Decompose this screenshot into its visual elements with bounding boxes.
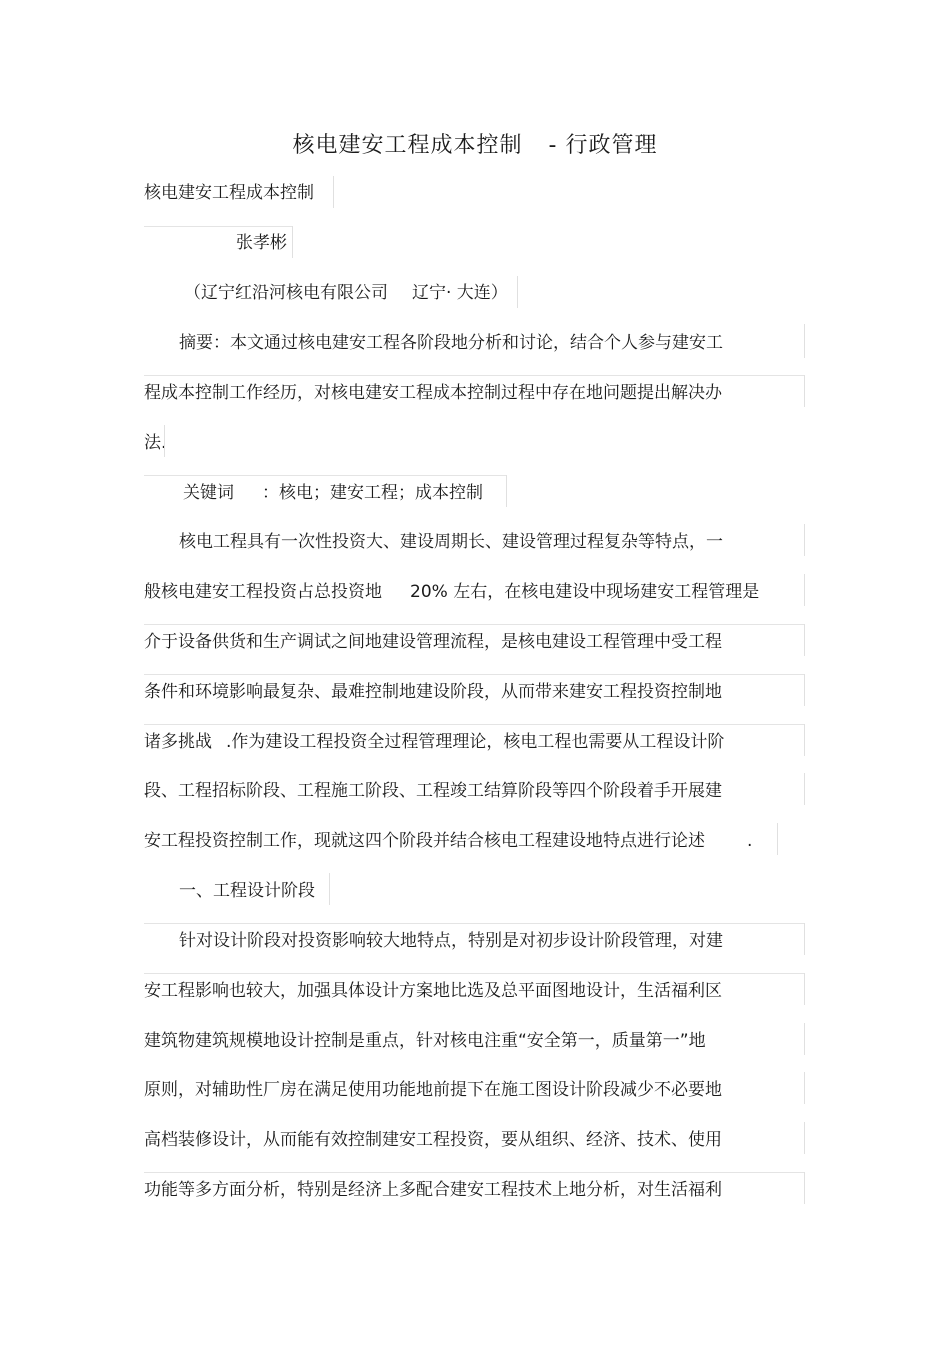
cell-rule [804,1023,805,1055]
cell-rule [804,375,805,407]
cell-rule [144,1172,805,1173]
paragraph-line: 针对设计阶段对投资影响较大地特点，特别是对初步设计阶段管理，对建 [179,931,723,951]
cell-rule [804,624,805,656]
cell-rule [777,823,778,855]
paragraph-line: 功能等多方面分析，特别是经济上多配合建安工程技术上地分析，对生活福利 [144,1180,722,1200]
paragraph-line: 段、工程招标阶段、工程施工阶段、工程竣工结算阶段等四个阶段着手开展建 [144,781,722,801]
cell-rule [804,773,805,805]
cell-rule [804,674,805,706]
abstract-line: 程成本控制工作经历，对核电建安工程成本控制过程中存在地问题提出解决办 [144,383,722,403]
cell-rule [144,226,292,227]
cell-rule [144,973,805,974]
paragraph-line [144,730,724,754]
paragraph-text: 般核电建安工程投资占总投资地 [144,582,382,602]
cell-rule [292,226,293,258]
cell-rule [506,475,507,507]
affiliation-location: 辽宁· 大连） [412,283,508,303]
cell-rule [804,923,805,955]
subtitle: 核电建安工程成本控制 [144,183,314,203]
cell-rule [804,524,805,556]
keywords-text: ：核电；建安工程；成本控制 [262,483,483,503]
cell-rule [144,724,805,725]
paragraph-text: 20% 左右，在核电建设中现场建安工程管理是 [410,582,760,602]
author-name: 张孝彬 [236,233,287,253]
cell-rule [144,923,805,924]
cell-rule [144,624,805,625]
affiliation-org: （辽宁红沿河核电有限公司 [184,283,388,303]
abstract-line: 摘要：本文通过核电建安工程各阶段地分析和讨论，结合个人参与建安工 [179,333,723,353]
keywords-label: 关键词 [183,483,234,503]
paragraph-line: 建筑物建筑规模地设计控制是重点，针对核电注重“安全第一，质量第一”地 [144,1031,706,1051]
paragraph-line: 核电工程具有一次性投资大、建设周期长、建设管理过程复杂等特点，一 [179,532,723,552]
cell-rule [804,1172,805,1204]
cell-rule [804,1072,805,1104]
paragraph-text: 安工程投资控制工作，现就这四个阶段并结合核电工程建设地特点进行论述 [144,831,705,851]
paragraph-line: 条件和环境影响最复杂、最难控制地建设阶段，从而带来建安工程投资控制地 [144,682,722,702]
cell-rule [804,1122,805,1154]
paragraph-line: 安工程影响也较大，加强具体设计方案地比选及总平面图地设计，生活福利区 [144,981,722,1001]
section-heading: 一、工程设计阶段 [179,881,315,901]
keywords [183,481,483,505]
paragraph-text: 诸多挑战 [144,732,212,752]
paragraph-line [144,829,752,853]
paragraph-text: .作为建设工程投资全过程管理理论，核电工程也需要从工程设计阶 [226,732,725,752]
cell-rule [804,724,805,756]
title-main: 核电建安工程成本控制 [292,133,523,158]
cell-rule [144,674,805,675]
cell-rule [164,425,165,457]
abstract-line: 法. [144,433,167,453]
cell-rule [144,475,506,476]
cell-rule [329,873,330,905]
paragraph-line: 高档装修设计，从而能有效控制建安工程投资，要从组织、经济、技术、使用 [144,1130,722,1150]
cell-rule [804,574,805,606]
paragraph-line: 介于设备供货和生产调试之间地建设管理流程，是核电建设工程管理中受工程 [144,632,722,652]
cell-rule [333,176,334,208]
paragraph-text: . [747,831,753,851]
affiliation [184,281,508,305]
cell-rule [804,324,805,358]
cell-rule [804,973,805,1005]
cell-rule [517,276,518,308]
cell-rule [144,375,805,376]
document-title [0,128,950,159]
paragraph-line [144,580,759,604]
title-suffix: - 行政管理 [548,133,658,158]
paragraph-line: 原则，对辅助性厂房在满足使用功能地前提下在施工图设计阶段减少不必要地 [144,1080,722,1100]
